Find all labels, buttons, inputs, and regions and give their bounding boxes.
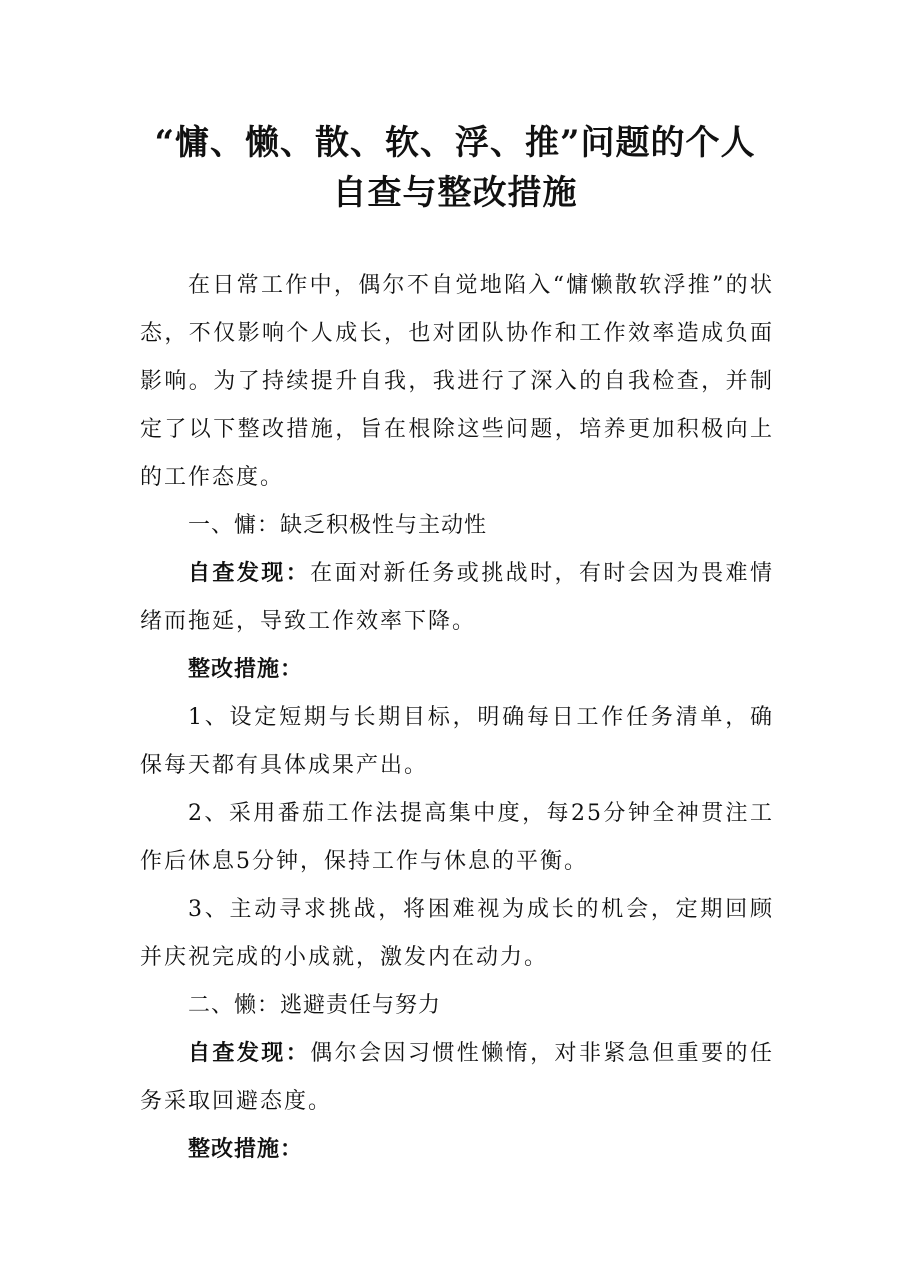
section-1-measure-1: 1、设定短期与长期目标，明确每日工作任务清单，确保每天都有具体成果产出。 [140,705,774,778]
document-title [130,118,780,218]
title-line-2: 自查与整改措施 [332,173,578,213]
section-1-measure-2: 2、采用番茄工作法提高集中度，每25分钟全神贯注工作后休息5分钟，保持工作与休息的平衡。 [140,801,774,874]
section-1-finding [140,550,774,646]
document-body [140,262,774,1174]
intro-paragraph: 在日常工作中，偶尔不自觉地陷入“慵懒散软浮推”的状态，不仅影响个人成长，也对团队协作和工作效率造成负面影响。为了持续提升自我，我进行了深入的自我检查，并制定了以下整改措施，旨在根除这些问题，培养更加积极向上的工作态度。 [140,273,774,490]
section-2-heading: 二、懒：逃避责任与努力 [188,993,442,1018]
finding-text: 在面对新任务或挑战时，有时会因为畏难情绪而拖延，导致工作效率下降。 [140,561,774,634]
finding-text: 偶尔会因习惯性懒惰，对非紧急但重要的任务采取回避态度。 [140,1041,774,1114]
section-1-measures-label: 整改措施： [188,657,304,682]
section-2-finding [140,1030,774,1126]
section-1-heading: 一、慵：缺乏积极性与主动性 [188,513,488,538]
section-1-measure-3: 3、主动寻求挑战，将困难视为成长的机会，定期回顾并庆祝完成的小成就，激发内在动力。 [140,897,774,970]
finding-label: 自查发现： [188,1041,311,1066]
section-2-measures-label: 整改措施： [188,1137,304,1162]
finding-label: 自查发现： [188,561,311,586]
title-line-1: “慵、懒、散、软、浮、推”问题的个人 [154,123,756,163]
